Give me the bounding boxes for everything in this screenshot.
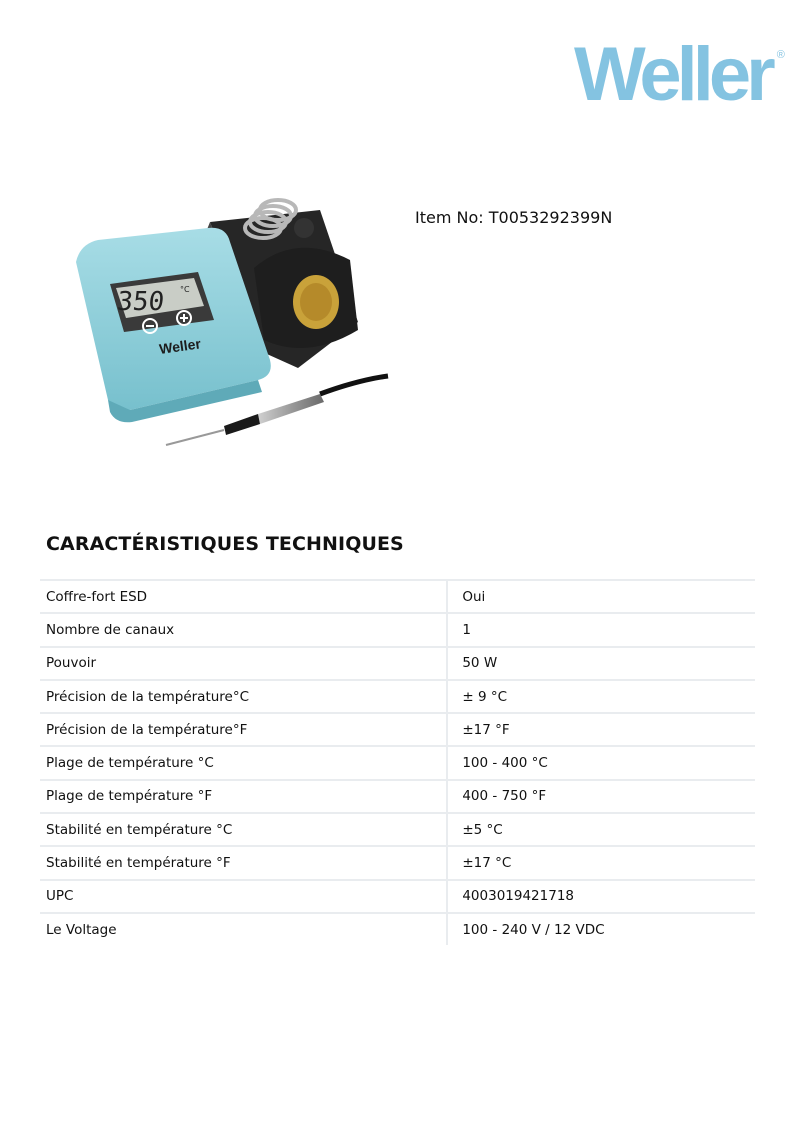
table-row xyxy=(40,713,755,746)
product-image xyxy=(58,180,398,475)
table-row xyxy=(40,647,755,680)
spec-value: 50 W xyxy=(447,647,755,680)
spec-label: Précision de la température°F xyxy=(40,713,447,746)
table-row xyxy=(40,913,755,945)
spec-label: Nombre de canaux xyxy=(40,613,447,646)
display-unit: °C xyxy=(180,285,190,294)
table-row xyxy=(40,846,755,879)
unit-brand-label: Weller xyxy=(158,335,202,357)
section-title: CARACTÉRISTIQUES TECHNIQUES xyxy=(46,533,404,555)
item-number: Item No: T0053292399N xyxy=(415,208,613,227)
weller-logo xyxy=(574,32,789,117)
spec-label: Stabilité en température °F xyxy=(40,846,447,879)
table-row xyxy=(40,580,755,613)
display-digits: 350 xyxy=(115,287,166,317)
spec-value: 100 - 400 °C xyxy=(447,746,755,779)
spec-value: Oui xyxy=(447,580,755,613)
spec-value: ±17 °C xyxy=(447,846,755,879)
table-row xyxy=(40,780,755,813)
spec-label: Stabilité en température °C xyxy=(40,813,447,846)
spec-label: Précision de la température°C xyxy=(40,680,447,713)
table-row xyxy=(40,613,755,646)
spec-label: Plage de température °F xyxy=(40,780,447,813)
spec-label: Coffre-fort ESD xyxy=(40,580,447,613)
spec-value: 400 - 750 °F xyxy=(447,780,755,813)
registered-mark: ® xyxy=(776,49,785,61)
spec-label: Le Voltage xyxy=(40,913,447,945)
spec-value: 100 - 240 V / 12 VDC xyxy=(447,913,755,945)
spec-label: Plage de température °C xyxy=(40,746,447,779)
table-row xyxy=(40,746,755,779)
spec-label: UPC xyxy=(40,880,447,913)
spec-value: ±17 °F xyxy=(447,713,755,746)
spec-value: ±5 °C xyxy=(447,813,755,846)
spec-table xyxy=(40,579,755,945)
spec-value: 4003019421718 xyxy=(447,880,755,913)
table-row xyxy=(40,680,755,713)
spec-value: ± 9 °C xyxy=(447,680,755,713)
table-row xyxy=(40,813,755,846)
table-row xyxy=(40,880,755,913)
logo-text: Weller xyxy=(574,32,771,117)
spec-value: 1 xyxy=(447,613,755,646)
spec-label: Pouvoir xyxy=(40,647,447,680)
